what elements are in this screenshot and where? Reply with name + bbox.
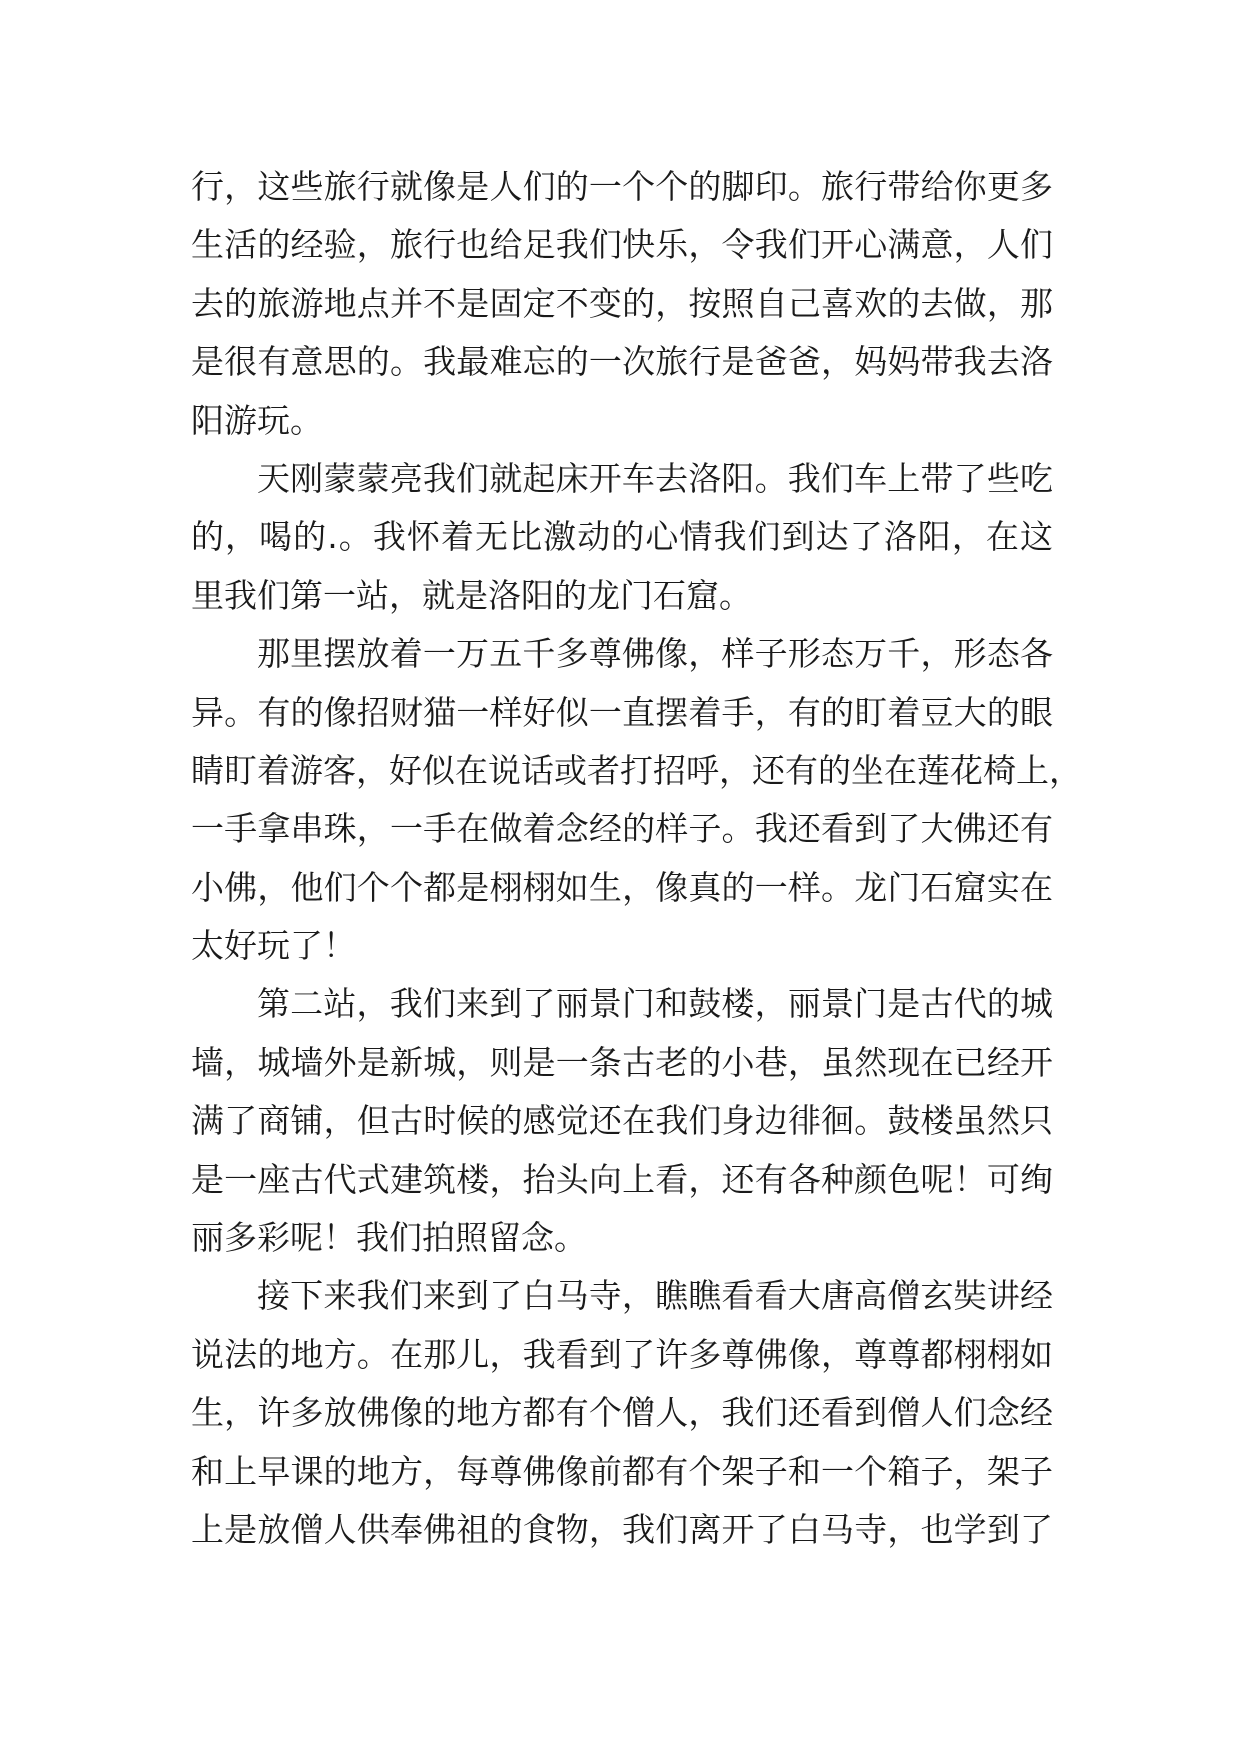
text-line: 的，喝的.。我怀着无比激动的心情我们到达了洛阳，在这: [191, 517, 1053, 557]
text-line: 小佛，他们个个都是栩栩如生，像真的一样。龙门石窟实在: [191, 867, 1053, 907]
text-line: 墙，城墙外是新城，则是一条古老的小巷，虽然现在已经开: [191, 1042, 1053, 1082]
text-line: 异。有的像招财猫一样好似一直摆着手，有的盯着豆大的眼: [191, 692, 1053, 732]
text-line: 是很有意思的。我最难忘的一次旅行是爸爸，妈妈带我去洛: [191, 342, 1053, 382]
text-line: 一手拿串珠，一手在做着念经的样子。我还看到了大佛还有: [191, 809, 1053, 849]
paragraph: [191, 1267, 1053, 1559]
paragraph: [191, 158, 1053, 450]
text-line: 上是放僧人供奉佛祖的食物，我们离开了白马寺，也学到了: [191, 1509, 1053, 1549]
document-body: [191, 158, 1082, 1559]
text-line: 那里摆放着一万五千多尊佛像，样子形态万千，形态各: [257, 634, 1053, 674]
text-line: 睛盯着游客，好似在说话或者打招呼，还有的坐在莲花椅上，: [191, 750, 1082, 790]
paragraph: [191, 625, 1082, 975]
text-line: 丽多彩呢！我们拍照留念。: [191, 1218, 587, 1258]
text-line: 天刚蒙蒙亮我们就起床开车去洛阳。我们车上带了些吃: [257, 458, 1053, 498]
text-line: 生活的经验，旅行也给足我们快乐，令我们开心满意，人们: [191, 225, 1053, 265]
text-line: 说法的地方。在那儿，我看到了许多尊佛像，尊尊都栩栩如: [191, 1334, 1053, 1374]
text-line: 是一座古代式建筑楼，抬头向上看，还有各种颜色呢！可绚: [191, 1159, 1053, 1199]
text-line: 去的旅游地点并不是固定不变的，按照自己喜欢的去做，那: [191, 283, 1053, 323]
text-line: 第二站，我们来到了丽景门和鼓楼，丽景门是古代的城: [257, 984, 1053, 1024]
text-line: 接下来我们来到了白马寺，瞧瞧看看大唐高僧玄奘讲经: [257, 1276, 1053, 1316]
text-line: 行，这些旅行就像是人们的一个个的脚印。旅行带给你更多: [191, 167, 1053, 206]
paragraph: [191, 450, 1053, 625]
text-line: 里我们第一站，就是洛阳的龙门石窟。: [191, 575, 752, 615]
text-line: 生，许多放佛像的地方都有个僧人，我们还看到僧人们念经: [191, 1393, 1053, 1433]
text-line: 和上早课的地方，每尊佛像前都有个架子和一个箱子，架子: [191, 1451, 1053, 1491]
text-line: 阳游玩。: [191, 400, 323, 440]
text-line: 太好玩了！: [191, 926, 356, 966]
paragraph: [191, 975, 1053, 1267]
text-line: 满了商铺，但古时候的感觉还在我们身边徘徊。鼓楼虽然只: [191, 1101, 1053, 1141]
